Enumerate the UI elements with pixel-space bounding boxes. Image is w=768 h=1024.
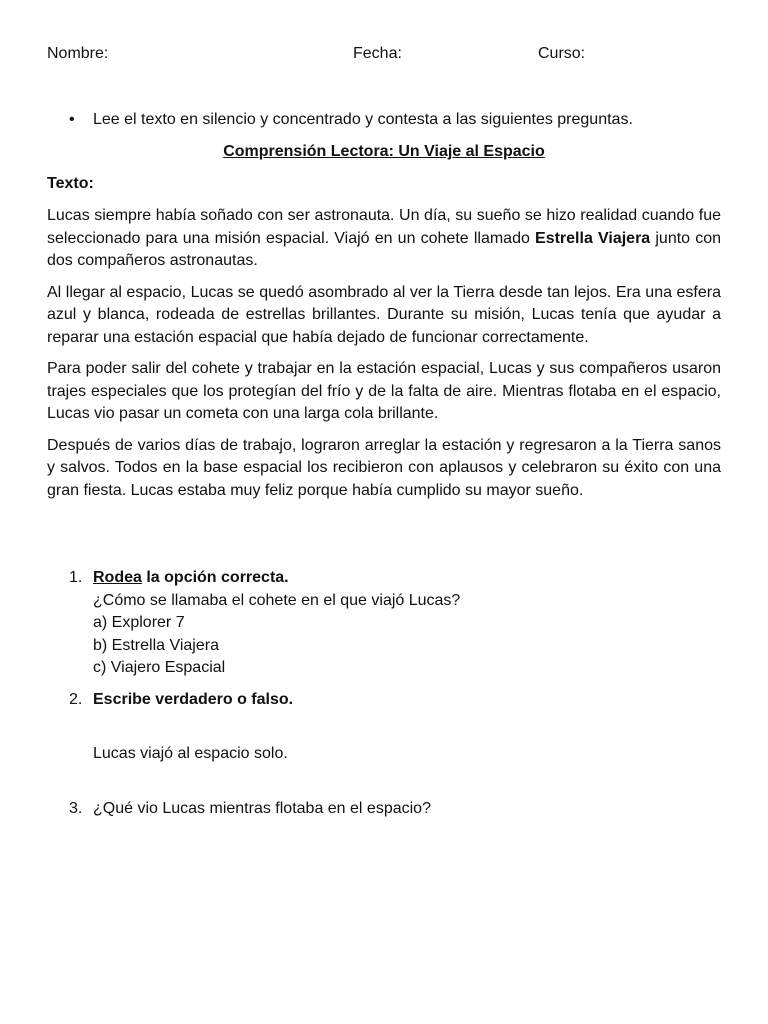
paragraph-4: Después de varios días de trabajo, lograron arreglar la estación y regresaron a la Tierra sanos y salvos. Todos en la base espacial los recibieron con aplausos y celebraron su éxito con una gran fiesta. Lucas estaba muy feliz porque había cumplido su mayor sueño. [47,436,721,499]
question-number: 3. [69,799,83,817]
option-b: b) Estrella Viajera [93,636,219,654]
date-label: Fecha: [353,45,402,62]
question-3-text: ¿Qué vio Lucas mientras flotaba en el espacio? [93,799,431,817]
paragraph-3: Para poder salir del cohete y trabajar en la estación espacial, Lucas y sus compañeros usaron trajes especiales que los protegían del frío y de la falta de aire. Mientras flotaba en el espacio, Lucas vio pasar un cometa con una larga cola brillante. [47,360,721,422]
question-3 [47,798,721,821]
question-2-statement: Lucas viajó al espacio solo. [93,745,288,762]
option-a: a) Explorer 7 [93,614,185,631]
course-label: Curso: [538,45,586,62]
question-1-keyword: Rodea [93,569,142,586]
paragraph-1 [47,205,721,273]
reading-text [47,205,721,511]
name-label: Nombre: [47,45,109,62]
question-number: 1. [69,569,83,586]
text-label: Texto: [47,175,94,192]
question-number: 2. [69,690,83,708]
question-1-text: ¿Cómo se llamaba el cohete en el que viajó Lucas? [93,591,461,609]
instruction-text: Lee el texto en silencio y concentrado y contesta a las siguientes preguntas. [93,111,633,128]
question-1-instruction [93,567,721,590]
question-1 [47,567,721,680]
option-c: c) Viajero Espacial [93,659,226,676]
question-1-instruction-rest: la opción correcta. [141,569,289,586]
page-title: Comprensión Lectora: Un Viaje al Espacio [223,143,545,160]
question-2 [47,689,721,766]
rocket-name: Estrella Viajera [535,229,651,247]
student-info-header [47,43,721,65]
bullet-icon: • [69,111,75,128]
questions-list [47,567,721,820]
answer-space [93,711,721,743]
paragraph-1-part-a: Lucas siempre había soñado con ser astronauta. Un día, su sueño se hizo realidad cuando fue seleccionado para una misión espacial. Viajó en un cohete llamado [47,207,721,247]
paragraph-1-part-b: junto con dos compañeros astronautas. [47,229,722,269]
question-2-instruction: Escribe verdadero o falso. [93,690,294,708]
paragraph-2: Al llegar al espacio, Lucas se quedó asombrado al ver la Tierra desde tan lejos. Era una esfera azul y blanca, rodeada de estrellas brillantes. Durante su misión, Lucas tenía que ayudar a reparar una estación espacial que había dejado de funcionar correctamente. [47,283,721,346]
